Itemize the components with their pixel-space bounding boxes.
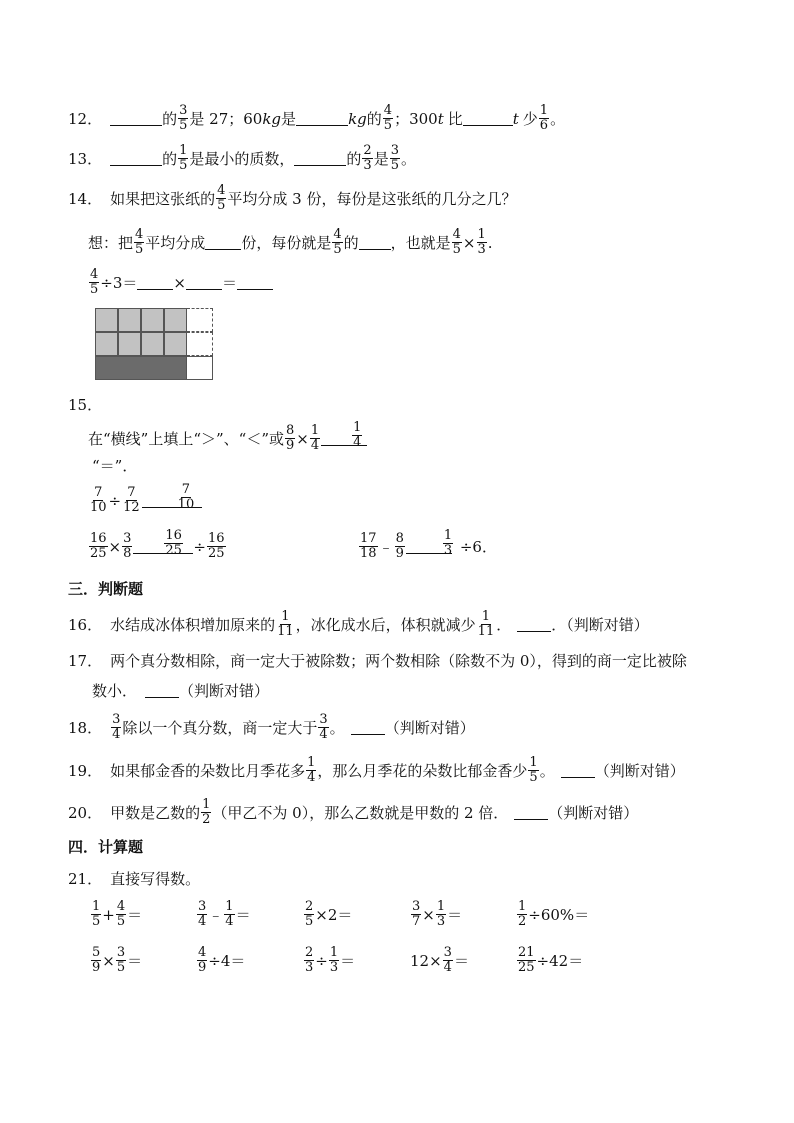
q15-intro-2 bbox=[92, 455, 137, 476]
operator: ＝ bbox=[221, 274, 237, 292]
fraction: $\frac{4}{5}$ bbox=[135, 227, 144, 257]
fraction: $\frac{1}{6}$ bbox=[539, 103, 549, 133]
answer-blank[interactable] bbox=[294, 151, 346, 166]
fraction: $\frac{3}{7}$ bbox=[412, 899, 421, 929]
calc-item bbox=[196, 946, 245, 975]
operator: × bbox=[108, 537, 122, 556]
q19-number: 19． bbox=[68, 762, 103, 780]
grid-cell bbox=[187, 332, 213, 356]
text: ，那么月季花的朵数比郁金香少 bbox=[317, 762, 528, 780]
section-label: 三．判断题 bbox=[68, 580, 144, 598]
text: 是最小的质数， bbox=[189, 150, 295, 168]
text: （判断对错） bbox=[594, 762, 685, 780]
text: 甲数是乙数的 bbox=[110, 804, 201, 822]
text: （甲乙不为 0），那么乙数就是甲数的 2 倍． bbox=[212, 804, 509, 822]
unit: kg bbox=[348, 109, 367, 128]
text: 两个真分数相除，商一定大于被除数；两个数相除（除数不为 0），得到的商一定比被除 bbox=[110, 652, 687, 670]
fraction: $\frac{1}{3}$ bbox=[477, 227, 486, 257]
question-17 bbox=[68, 650, 687, 671]
text: 的 bbox=[346, 150, 362, 168]
text: 。 bbox=[539, 762, 555, 780]
text: 的 bbox=[366, 110, 382, 128]
fraction: $\frac{17}{18}$ bbox=[360, 531, 377, 561]
fraction: $\frac{2}{5}$ bbox=[305, 899, 314, 929]
fraction: $\frac{3}{4}$ bbox=[198, 899, 207, 929]
operator: ＝ bbox=[340, 952, 356, 970]
q16-number: 16． bbox=[68, 616, 103, 634]
q15-expr-4 bbox=[358, 528, 497, 561]
question-15 bbox=[68, 394, 102, 415]
text: （判断对错） bbox=[548, 804, 639, 822]
fraction: $\frac{5}{9}$ bbox=[92, 945, 101, 975]
answer-blank[interactable] bbox=[561, 763, 595, 778]
question-18 bbox=[68, 713, 475, 742]
grid-cell bbox=[95, 332, 118, 356]
fraction: $\frac{1}{4}$ bbox=[225, 899, 234, 929]
operator: ＝ bbox=[235, 906, 251, 924]
text: （判断对错） bbox=[179, 682, 270, 700]
fraction: $\frac{8}{9}$ bbox=[286, 423, 295, 453]
section-label: 四．计算题 bbox=[68, 838, 144, 856]
text: 。 bbox=[550, 110, 566, 128]
calc-item bbox=[196, 900, 251, 929]
text: 平均分成 bbox=[145, 234, 206, 252]
text: ×2＝ bbox=[315, 906, 353, 924]
text: . bbox=[487, 233, 493, 252]
calc-item bbox=[303, 946, 355, 975]
calc-item bbox=[516, 946, 583, 975]
text: ÷6． bbox=[459, 538, 497, 556]
question-12 bbox=[68, 104, 565, 133]
section-title-calculation bbox=[68, 836, 143, 857]
text: 的 bbox=[343, 234, 359, 252]
text: ÷3＝ bbox=[100, 274, 138, 292]
fraction: $\frac{3}{4}$ bbox=[319, 712, 328, 742]
text: ÷4＝ bbox=[208, 952, 246, 970]
fraction: $\frac{1}{11}$ bbox=[477, 609, 495, 639]
q12-number: 12． bbox=[68, 110, 103, 128]
text: 平均分成 3 份，每份是这张纸的几分之几？ bbox=[227, 190, 517, 208]
answer-blank[interactable] bbox=[517, 617, 551, 632]
text: 直接写得数。 bbox=[110, 870, 201, 888]
text: 想：把 bbox=[88, 234, 134, 252]
operator: × bbox=[173, 273, 186, 292]
fraction: $\frac{4}{5}$ bbox=[116, 899, 126, 929]
fraction: $\frac{7}{10}$ bbox=[90, 485, 107, 515]
grid-cell bbox=[141, 332, 164, 356]
grid-cell bbox=[118, 332, 141, 356]
text: “＝”． bbox=[92, 457, 138, 475]
fraction: $\frac{1}{3}$ bbox=[329, 945, 339, 975]
question-14 bbox=[68, 184, 516, 213]
answer-blank[interactable] bbox=[463, 111, 513, 126]
operator: ＝ bbox=[447, 906, 463, 924]
operator: + bbox=[102, 905, 115, 924]
operator: ﹣ bbox=[378, 538, 394, 556]
grid-cell bbox=[164, 308, 187, 332]
fraction: $\frac{1}{11}$ bbox=[277, 609, 294, 639]
unit: kg bbox=[262, 109, 282, 128]
text: （判断对错） bbox=[384, 719, 475, 737]
question-16 bbox=[68, 610, 649, 639]
question-20 bbox=[68, 798, 638, 827]
text: ，也就是 bbox=[390, 234, 451, 252]
text: ． bbox=[496, 616, 512, 634]
q15-expr-2 bbox=[88, 482, 202, 515]
answer-blank[interactable] bbox=[351, 720, 385, 735]
fraction: $\frac{7}{10}$ bbox=[177, 482, 195, 512]
fraction: $\frac{1}{5}$ bbox=[179, 143, 188, 173]
question-17-cont bbox=[92, 680, 269, 701]
fraction: $\frac{3}{5}$ bbox=[116, 945, 126, 975]
question-21 bbox=[68, 868, 200, 889]
calc-item bbox=[90, 900, 142, 929]
fraction: $\frac{7}{12}$ bbox=[123, 485, 140, 515]
q17-number: 17． bbox=[68, 652, 103, 670]
grid-cell bbox=[187, 308, 213, 332]
fraction: $\frac{1}{5}$ bbox=[529, 755, 538, 785]
fraction: $\frac{1}{2}$ bbox=[518, 899, 527, 929]
answer-blank[interactable] bbox=[205, 235, 241, 250]
answer-blank[interactable] bbox=[145, 683, 179, 698]
q20-number: 20． bbox=[68, 804, 103, 822]
compare-blank[interactable] bbox=[142, 482, 202, 512]
operator: ＝ bbox=[127, 952, 143, 970]
fraction: $\frac{4}{5}$ bbox=[383, 103, 393, 133]
fraction: $\frac{2}{3}$ bbox=[305, 945, 314, 975]
operator: × bbox=[462, 233, 476, 252]
operator: × bbox=[102, 951, 115, 970]
q14-number: 14． bbox=[68, 190, 103, 208]
text: ÷60%＝ bbox=[528, 906, 590, 924]
compare-blank[interactable] bbox=[321, 420, 367, 450]
text: 是 bbox=[373, 150, 389, 168]
operator: × bbox=[422, 905, 435, 924]
calc-item bbox=[410, 900, 462, 929]
fraction: $\frac{21}{25}$ bbox=[518, 945, 535, 975]
grid-cell-dark bbox=[95, 356, 187, 380]
fraction: $\frac{16}{25}$ bbox=[207, 531, 225, 561]
q15-number: 15． bbox=[68, 396, 103, 414]
operator: ＝ bbox=[453, 952, 469, 970]
question-19 bbox=[68, 756, 685, 785]
calc-item bbox=[516, 900, 589, 929]
paper-fraction-grid bbox=[95, 308, 213, 380]
question-13 bbox=[68, 144, 416, 173]
fraction: $\frac{16}{25}$ bbox=[90, 531, 107, 561]
fraction: $\frac{2}{3}$ bbox=[363, 143, 372, 173]
fraction: $\frac{16}{25}$ bbox=[165, 528, 182, 558]
q21-number: 21． bbox=[68, 870, 103, 888]
unit: t bbox=[437, 109, 444, 128]
grid-cell bbox=[164, 332, 187, 356]
fraction: $\frac{3}{5}$ bbox=[179, 103, 188, 133]
q15-expr-3 bbox=[88, 528, 227, 561]
text: 除以一个真分数，商一定大于 bbox=[122, 719, 318, 737]
text: ÷42＝ bbox=[536, 952, 584, 970]
fraction: $\frac{1}{5}$ bbox=[92, 899, 101, 929]
answer-blank[interactable] bbox=[110, 151, 162, 166]
fraction: $\frac{1}{4}$ bbox=[353, 420, 362, 450]
answer-blank[interactable] bbox=[110, 111, 162, 126]
operator: ＝ bbox=[127, 906, 143, 924]
grid-cell bbox=[118, 308, 141, 332]
operator: ÷ bbox=[108, 491, 122, 510]
calc-item bbox=[90, 946, 142, 975]
text: 。 bbox=[329, 719, 345, 737]
text: 12× bbox=[410, 951, 442, 970]
section-title-judgement bbox=[68, 578, 143, 599]
text: ．（判断对错） bbox=[551, 616, 649, 634]
text: 份，每份就是 bbox=[241, 234, 332, 252]
text: 是 bbox=[281, 110, 297, 128]
calc-item bbox=[303, 900, 352, 929]
answer-blank[interactable] bbox=[514, 805, 548, 820]
answer-blank[interactable] bbox=[359, 235, 391, 250]
operator: × bbox=[296, 429, 309, 448]
grid-cell bbox=[141, 308, 164, 332]
text: 数小． bbox=[92, 682, 138, 700]
fraction: $\frac{3}{5}$ bbox=[390, 143, 399, 173]
text: 水结成冰体积增加原来的 bbox=[110, 616, 276, 634]
calc-item bbox=[410, 946, 469, 975]
answer-blank[interactable] bbox=[296, 111, 348, 126]
fraction: $\frac{3}{4}$ bbox=[443, 945, 452, 975]
text: 如果郁金香的朵数比月季花多 bbox=[110, 762, 306, 780]
fraction: $\frac{1}{4}$ bbox=[310, 423, 320, 453]
grid-cell bbox=[187, 356, 213, 380]
text: 的 bbox=[162, 110, 178, 128]
fraction: $\frac{4}{5}$ bbox=[217, 183, 226, 213]
compare-blank[interactable] bbox=[133, 528, 193, 558]
fraction: $\frac{4}{9}$ bbox=[198, 945, 207, 975]
fraction: $\frac{1}{3}$ bbox=[443, 528, 453, 558]
q18-number: 18． bbox=[68, 719, 103, 737]
q15-intro bbox=[88, 420, 367, 453]
text: ，冰化成水后，体积就减少 bbox=[295, 616, 476, 634]
text: ；300 bbox=[394, 110, 438, 128]
text: 。 bbox=[401, 150, 417, 168]
fraction: $\frac{1}{3}$ bbox=[436, 899, 446, 929]
text: 的 bbox=[162, 150, 178, 168]
answer-blank[interactable] bbox=[186, 275, 222, 290]
fraction: $\frac{1}{4}$ bbox=[307, 755, 316, 785]
q14-equation bbox=[88, 268, 273, 297]
text: 少 bbox=[522, 110, 538, 128]
operator: ﹣ bbox=[208, 906, 224, 924]
fraction: $\frac{3}{4}$ bbox=[112, 712, 121, 742]
answer-blank[interactable] bbox=[137, 275, 173, 290]
text: 如果把这张纸的 bbox=[110, 190, 216, 208]
operator: ÷ bbox=[193, 537, 206, 556]
answer-blank[interactable] bbox=[237, 275, 273, 290]
grid-cell bbox=[95, 308, 118, 332]
fraction: $\frac{1}{2}$ bbox=[202, 797, 211, 827]
text: 在“横线”上填上“＞”、“＜”或 bbox=[88, 430, 285, 448]
q13-number: 13． bbox=[68, 150, 103, 168]
fraction: $\frac{4}{5}$ bbox=[452, 227, 461, 257]
fraction: $\frac{8}{9}$ bbox=[395, 531, 404, 561]
fraction: $\frac{4}{5}$ bbox=[333, 227, 342, 257]
text: 是 27；60 bbox=[189, 110, 263, 128]
unit: t bbox=[512, 109, 519, 128]
fraction: $\frac{3}{8}$ bbox=[123, 531, 132, 561]
operator: ÷ bbox=[315, 951, 328, 970]
fraction: $\frac{4}{5}$ bbox=[90, 267, 99, 297]
text: 比 bbox=[447, 110, 463, 128]
q14-hint bbox=[88, 228, 493, 257]
compare-blank[interactable] bbox=[406, 528, 453, 558]
